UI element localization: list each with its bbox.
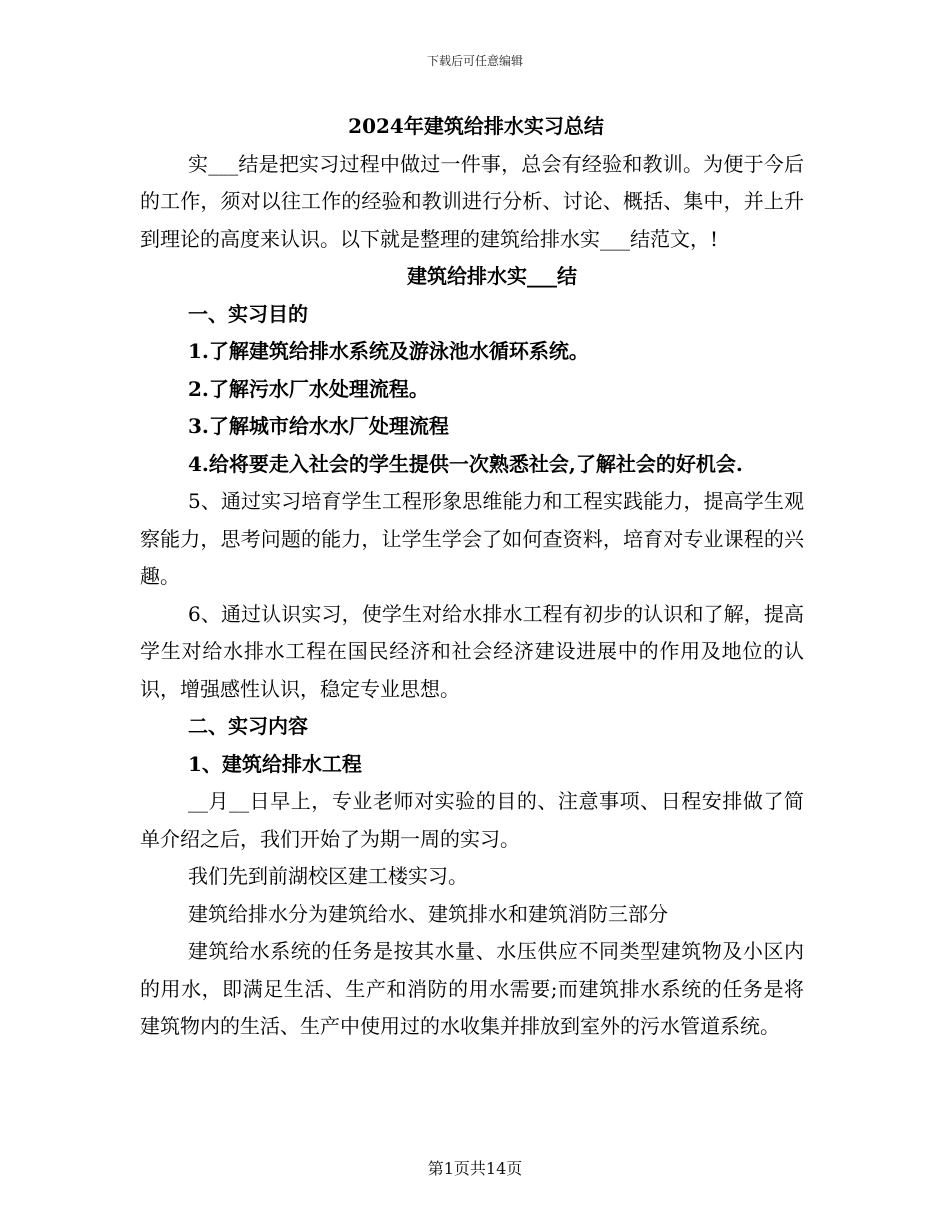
paragraph-1: __月__日早上，专业老师对实验的目的、注意事项、日程安排做了简单介绍之后，我们开始了为期一周的实习。 <box>140 789 804 851</box>
paragraph-4: 建筑给水系统的任务是按其水量、水压供应不同类型建筑物及小区内的用水，即满足生活、生产和消防的用水需要;而建筑排水系统的任务是将建筑物内的生活、生产中使用过的水收集并排放到室外的污水管道系统。 <box>140 939 804 1038</box>
goal-item-1: 1.了解建筑给排水系统及游泳池水循环系统。 <box>188 339 589 363</box>
paragraph-3: 建筑给排水分为建筑给水、建筑排水和建筑消防三部分 <box>188 901 668 926</box>
paragraph-2: 我们先到前湖校区建工楼实习。 <box>188 864 468 888</box>
goal-item-4: 4.给将要走入社会的学生提供一次熟悉社会,了解社会的好机会. <box>188 451 743 476</box>
page-header: 下载后可任意编辑 <box>426 54 523 68</box>
heading-goals: 一、实习目的 <box>188 301 308 326</box>
goal-item-3: 3.了解城市给水水厂处理流程 <box>188 414 449 438</box>
heading-content: 二、实习内容 <box>188 714 308 738</box>
goal-item-5: 5、通过实习培育学生工程形象思维能力和工程实践能力，提高学生观察能力，思考问题的能力，让学生学会了如何查资料，培育对专业课程的兴趣。 <box>140 489 804 588</box>
intro-paragraph: 实___结是把实习过程中做过一件事，总会有经验和教训。为便于今后的工作，须对以往工作的经验和教训进行分析、讨论、概括、集中，并上升到理论的高度来认识。以下就是整理的建筑给排水实___结范文，! <box>140 151 804 251</box>
goal-item-6: 6、通过认识实习，使学生对给水排水工程有初步的认识和了解，提高学生对给水排水工程在国民经济和社会经济建设进展中的作用及地位的认识，增强感性认识，稳定专业思想。 <box>140 601 804 701</box>
goal-item-2: 2.了解污水厂水处理流程。 <box>188 376 429 401</box>
document-body <box>140 108 804 1046</box>
page-footer: 第1页共14页 <box>427 1159 523 1178</box>
subheading-building-water: 1、建筑给排水工程 <box>188 751 362 776</box>
section-title: 建筑给排水实___结 <box>407 264 577 288</box>
document-title: 2024年建筑给排水实习总结 <box>348 114 604 138</box>
